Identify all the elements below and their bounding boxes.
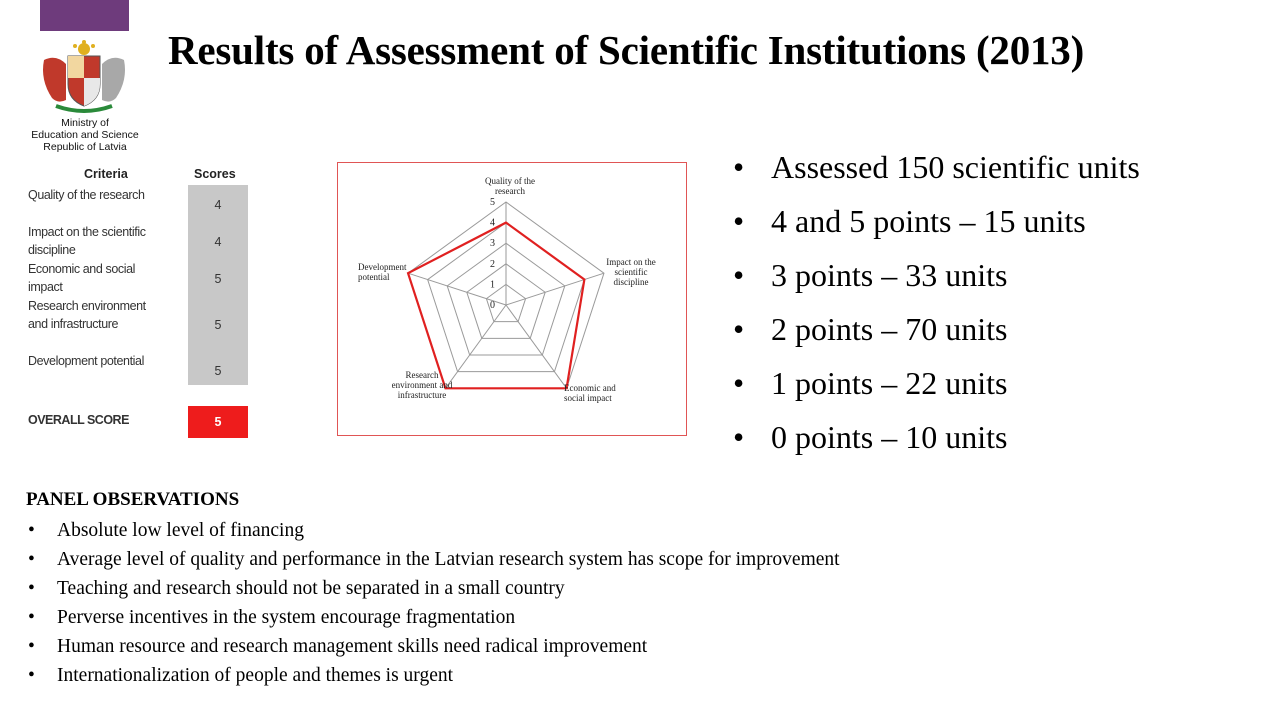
summary-item: • Assessed 150 scientific units: [733, 140, 1140, 194]
score-environment: 5: [214, 318, 222, 332]
overall-score-value: 5: [188, 406, 248, 438]
observations-title: PANEL OBSERVATIONS: [26, 489, 240, 510]
radar-tick-label: 2: [490, 258, 495, 270]
ministry-line: Republic of Latvia: [43, 141, 127, 153]
score-economic: 5: [214, 272, 222, 286]
summary-list: [733, 140, 1140, 464]
summary-item: • 4 and 5 points – 15 units: [733, 194, 1140, 248]
observation-item: • Absolute low level of financing: [26, 516, 840, 545]
observation-item: • Human resource and research management skills need radical improvement: [26, 632, 840, 661]
criterion-development: Development potential: [28, 354, 144, 368]
radar-tick-label: 0: [490, 300, 495, 311]
summary-item: • 1 points – 22 units: [733, 356, 1140, 410]
criterion-economic: Economic and social impact: [28, 262, 136, 294]
criterion-impact: Impact on the scientific discipline: [28, 225, 146, 257]
ministry-line: Education and Science: [31, 129, 139, 141]
score-quality: 4: [214, 198, 222, 212]
radar-axis-label: Research environment and infrastructure: [391, 370, 453, 400]
overall-score-label: OVERALL SCORE: [28, 413, 129, 427]
score-development: 5: [214, 364, 222, 378]
observation-item: • Teaching and research should not be separated in a small country: [26, 574, 840, 603]
score-impact: 4: [214, 235, 222, 249]
radar-axis-line: [506, 273, 604, 305]
radar-tick-label: 3: [490, 238, 495, 250]
summary-item: • 2 points – 70 units: [733, 302, 1140, 356]
criterion-quality: Quality of the research: [28, 188, 145, 202]
accent-bar: [40, 0, 129, 31]
radar-tick-label: 1: [490, 279, 495, 291]
radar-axis-line: [445, 305, 506, 388]
observation-item: • Perverse incentives in the system encourage fragmentation: [26, 603, 840, 632]
criterion-environment: Research environment and infrastructure: [28, 299, 146, 331]
observation-item: • Average level of quality and performance in the Latvian research system has scope for improvement: [26, 545, 840, 574]
radar-tick-label: 4: [490, 217, 495, 229]
radar-axis-label: Quality of the research: [485, 176, 535, 196]
radar-axis-label: Impact on the scientific discipline: [606, 257, 656, 287]
criteria-header: Criteria: [84, 167, 128, 181]
observation-item: • Internationalization of people and themes is urgent: [26, 661, 840, 690]
radar-chart: [337, 162, 687, 436]
radar-axis-label: Development potential: [358, 262, 407, 282]
observations-list: [26, 516, 840, 690]
radar-axis-label: Economic and social impact: [564, 383, 616, 403]
page-title: Results of Assessment of Scientific Institutions (2013): [168, 27, 1085, 73]
summary-item: • 0 points – 10 units: [733, 410, 1140, 464]
radar-axis-line: [506, 305, 567, 388]
ministry-line: Ministry of: [61, 117, 109, 129]
radar-tick-label: 5: [490, 197, 495, 208]
scores-header: Scores: [194, 167, 236, 181]
coat-of-arms-logo: [38, 40, 130, 114]
summary-item: • 3 points – 33 units: [733, 248, 1140, 302]
ministry-name: [18, 117, 152, 153]
